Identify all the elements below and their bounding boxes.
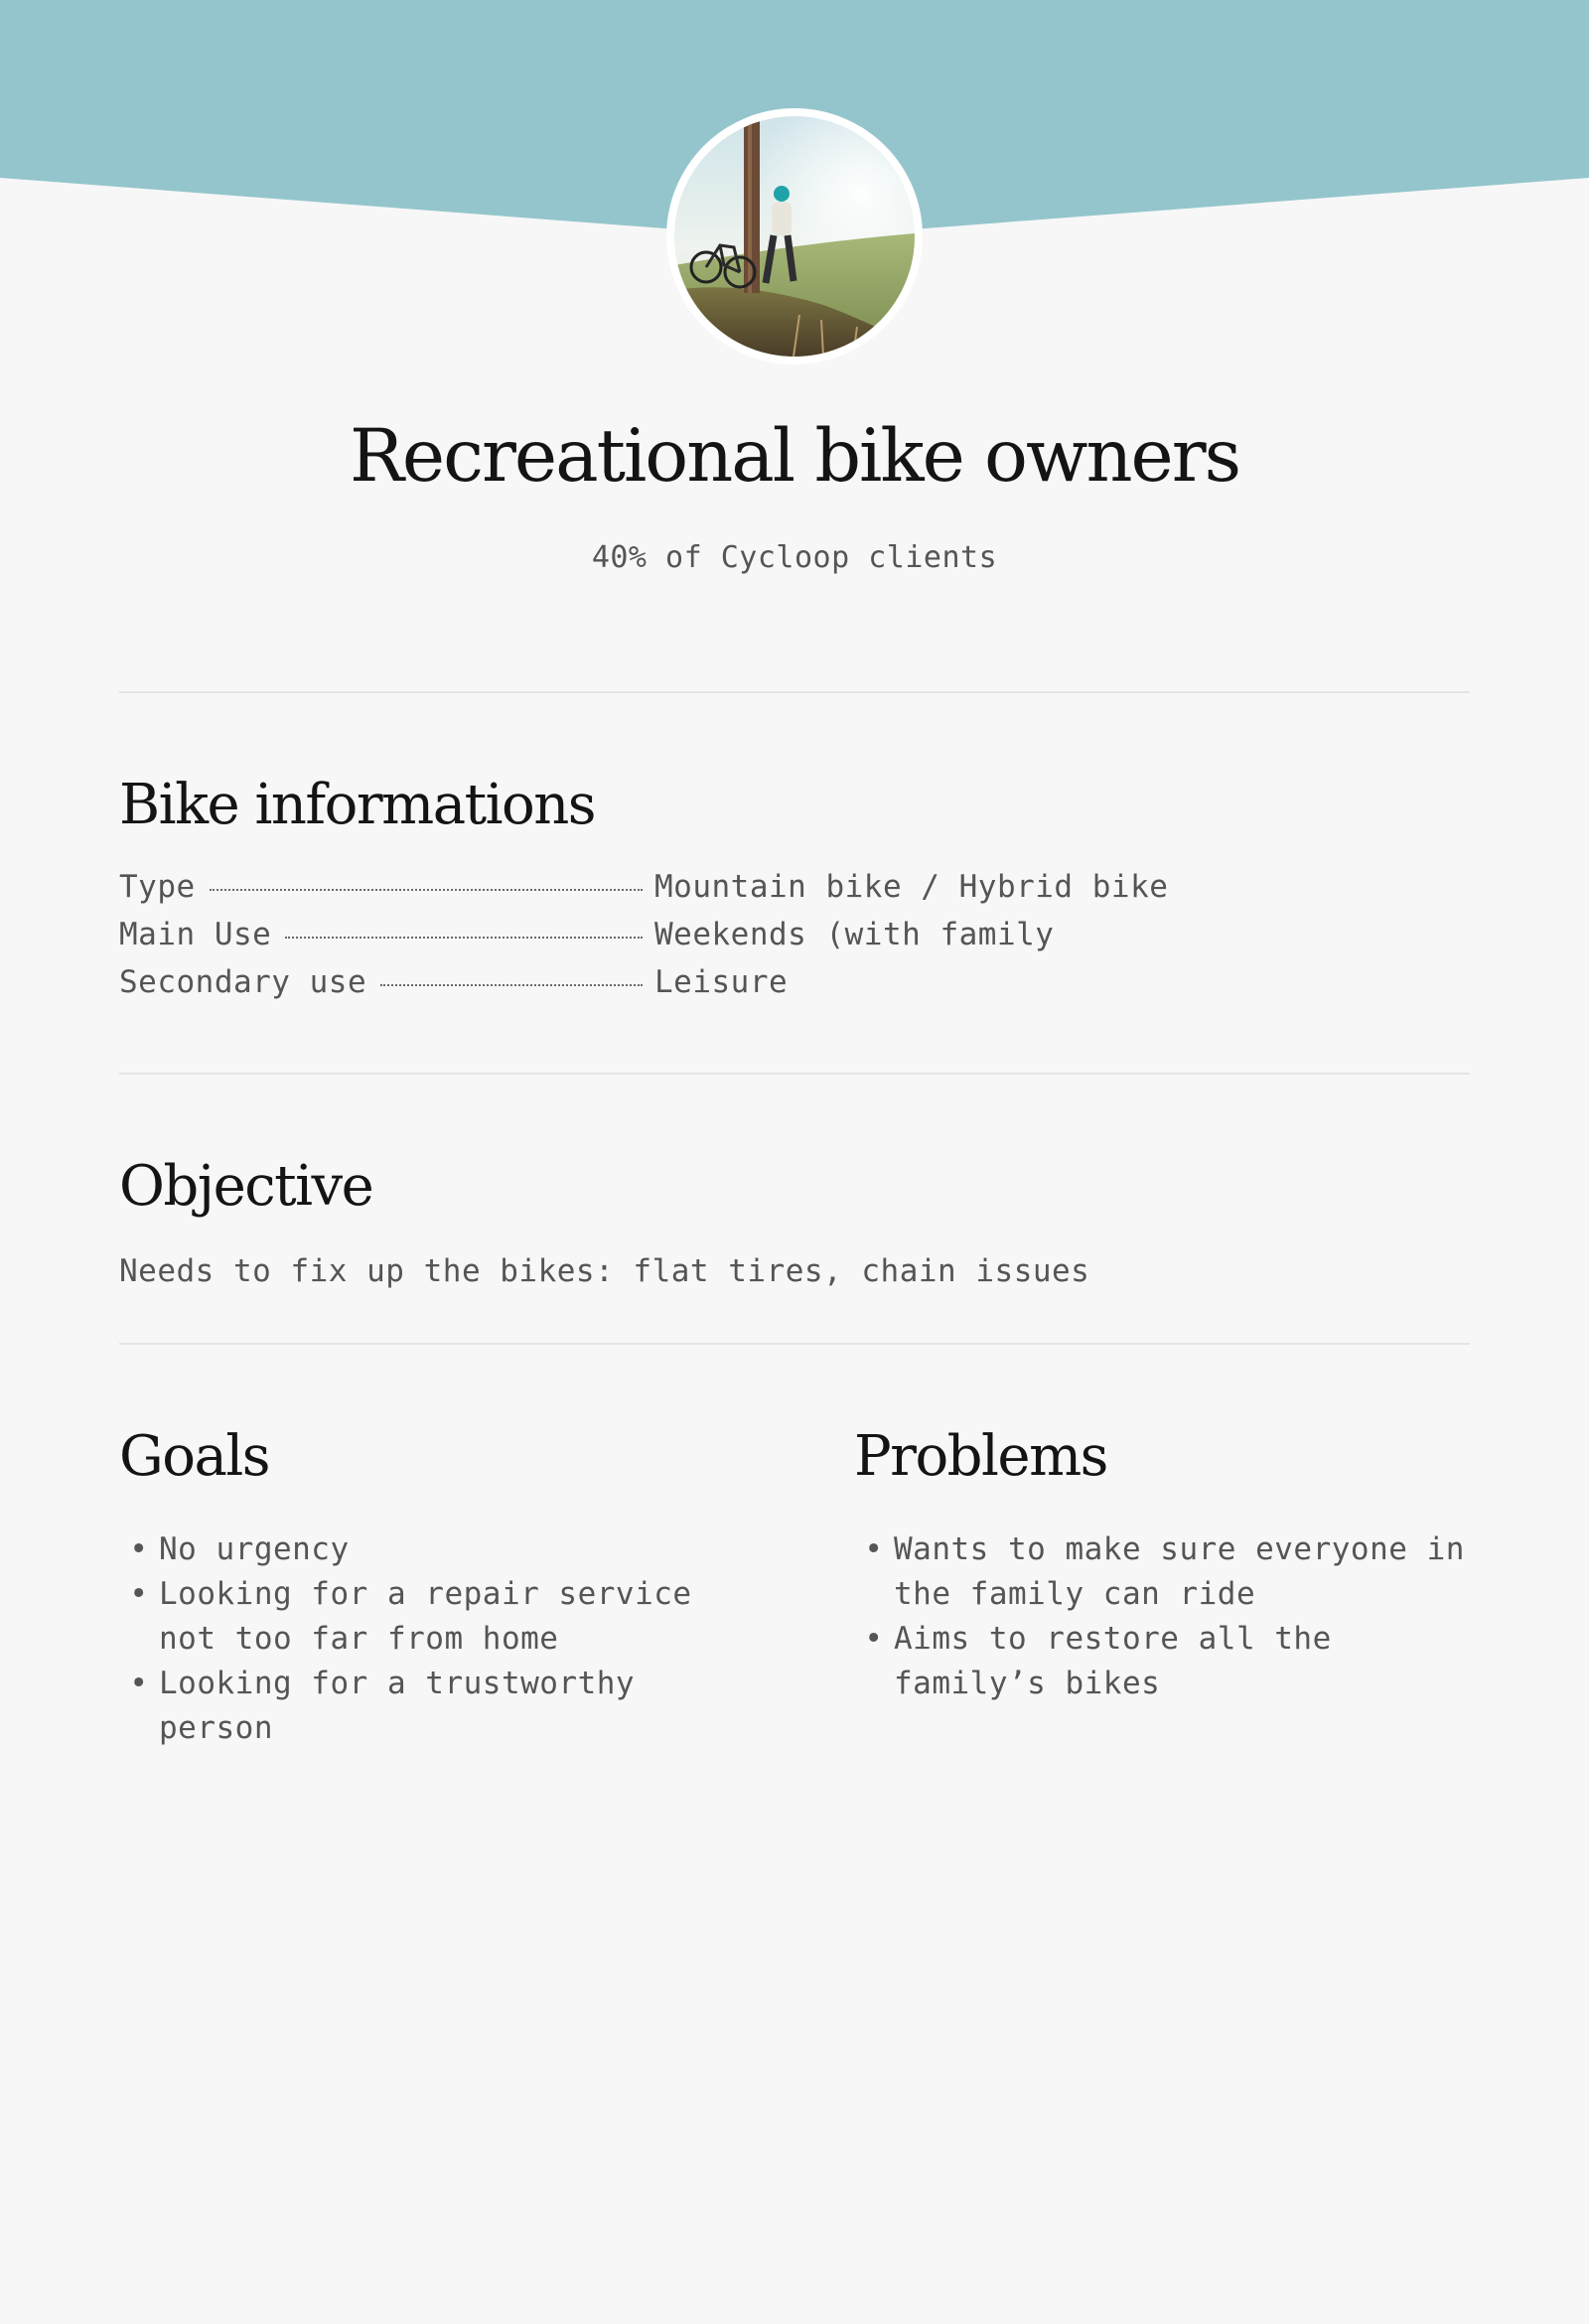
bullet-icon: •: [129, 1531, 149, 1567]
spec-value: Mountain bike / Hybrid bike: [654, 869, 1169, 905]
bullet-icon: •: [129, 1666, 149, 1701]
bike-info-heading: Bike informations: [119, 773, 596, 837]
section-divider: [119, 1073, 1470, 1075]
section-divider: [119, 691, 1470, 693]
problems-heading: Problems: [854, 1424, 1107, 1489]
persona-photo: [674, 116, 915, 357]
goals-list: [119, 1527, 735, 1751]
list-item-text: Looking for a repair service: [159, 1576, 692, 1612]
dotted-leader: [210, 889, 643, 891]
list-item-text: Aims to restore all the: [894, 1621, 1332, 1657]
list-item: [854, 1617, 1490, 1706]
list-item-text: family’s bikes: [894, 1666, 1161, 1701]
list-item-text: person: [159, 1710, 273, 1746]
spec-value: Leisure: [654, 964, 789, 1000]
list-item-text: Wants to make sure everyone in: [894, 1531, 1465, 1567]
persona-avatar: [666, 108, 923, 364]
objective-heading: Objective: [119, 1154, 373, 1219]
spec-row-type: [119, 863, 1470, 911]
objective-text: Needs to fix up the bikes: flat tires, chain issues: [119, 1253, 1090, 1289]
persona-title: Recreational bike owners: [349, 414, 1240, 499]
spec-label: Type: [119, 869, 196, 905]
list-item-text: the family can ride: [894, 1576, 1256, 1612]
dotted-leader: [285, 937, 643, 939]
list-item: [119, 1662, 735, 1751]
problems-list: [854, 1527, 1490, 1706]
list-item-text: Looking for a trustworthy: [159, 1666, 636, 1701]
section-divider: [119, 1343, 1470, 1345]
bullet-icon: •: [129, 1576, 149, 1612]
bike-info-table: [119, 863, 1470, 1006]
list-item-text: No urgency: [159, 1531, 350, 1567]
bullet-icon: •: [864, 1621, 884, 1657]
list-item-text: not too far from home: [159, 1621, 559, 1657]
dotted-leader: [380, 984, 643, 986]
list-item: [854, 1527, 1490, 1617]
spec-row-secondary-use: [119, 958, 1470, 1006]
spec-value: Weekends (with family: [654, 917, 1055, 952]
spec-row-main-use: [119, 911, 1470, 958]
spec-label: Secondary use: [119, 964, 367, 1000]
spec-label: Main Use: [119, 917, 272, 952]
bullet-icon: •: [864, 1531, 884, 1567]
persona-subtitle: 40% of Cycloop clients: [591, 540, 998, 575]
list-item: [119, 1527, 735, 1572]
goals-heading: Goals: [119, 1424, 269, 1489]
list-item: [119, 1572, 735, 1662]
